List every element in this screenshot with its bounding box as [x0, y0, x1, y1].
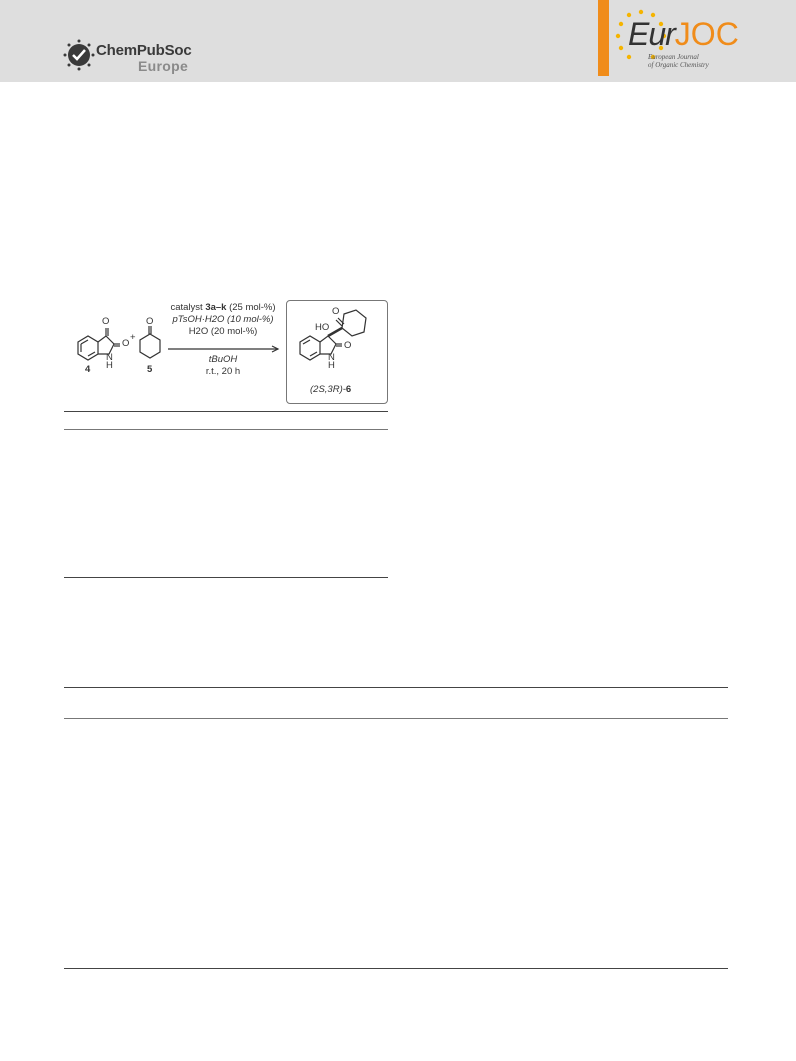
atom-o-cyclohexanone: O — [146, 316, 154, 327]
compound-4-label: 4 — [85, 364, 91, 375]
table2-top-rule — [64, 687, 728, 688]
product-6-label-prefix: (2S,3R)- — [310, 384, 346, 395]
condition-time: r.t., 20 h — [205, 366, 241, 377]
condition-catalyst-suffix: (25 mol-%) — [226, 302, 276, 313]
atom-h-product: H — [328, 360, 335, 371]
condition-catalyst — [148, 302, 298, 313]
journal-wordmark — [628, 18, 739, 50]
table1-bottom-rule — [64, 577, 388, 578]
plus-sign: + — [130, 332, 136, 343]
reaction-scheme — [64, 298, 388, 404]
atom-n-isatin: N — [106, 352, 113, 363]
publisher-name: ChemPubSoc — [96, 42, 192, 59]
journal-wordmark-joc: JOC — [674, 16, 739, 52]
table1-top-rule — [64, 411, 388, 412]
condition-water: H2O (20 mol-%) — [188, 326, 258, 337]
product-6-label-num: 6 — [345, 384, 352, 395]
table1-header-rule — [64, 429, 388, 430]
publisher-region: Europe — [138, 58, 189, 74]
chempubsoc-logo — [62, 38, 212, 78]
condition-catalyst-id: 3a–k — [205, 302, 227, 313]
journal-fullname-line1: European Journal — [648, 53, 699, 61]
condition-solvent: tBuOH — [208, 354, 238, 365]
atom-o-product-ketone: O — [332, 306, 340, 317]
condition-acid: pTsOH·H2O (10 mol-%) — [172, 314, 274, 325]
accent-bar — [598, 0, 609, 76]
journal-header — [0, 0, 796, 82]
atom-ho-product: HO — [315, 322, 330, 333]
chempubsoc-badge-icon — [62, 38, 96, 72]
eurjoc-logo — [612, 6, 742, 76]
journal-wordmark-eur: Eur — [628, 16, 675, 52]
condition-catalyst-prefix: catalyst — [170, 302, 206, 313]
journal-fullname-line2: of Organic Chemistry — [648, 61, 709, 69]
atom-o-isatin-side: O — [122, 338, 130, 349]
table2-header-rule — [64, 718, 728, 719]
atom-o-isatin-top: O — [102, 316, 110, 327]
atom-n-product: N — [328, 352, 335, 363]
table2-bottom-rule — [64, 968, 728, 969]
product-6-label — [310, 384, 351, 395]
atom-h-isatin: H — [106, 360, 113, 371]
compound-5-label: 5 — [147, 364, 153, 375]
atom-o-product-lactam: O — [344, 340, 352, 351]
